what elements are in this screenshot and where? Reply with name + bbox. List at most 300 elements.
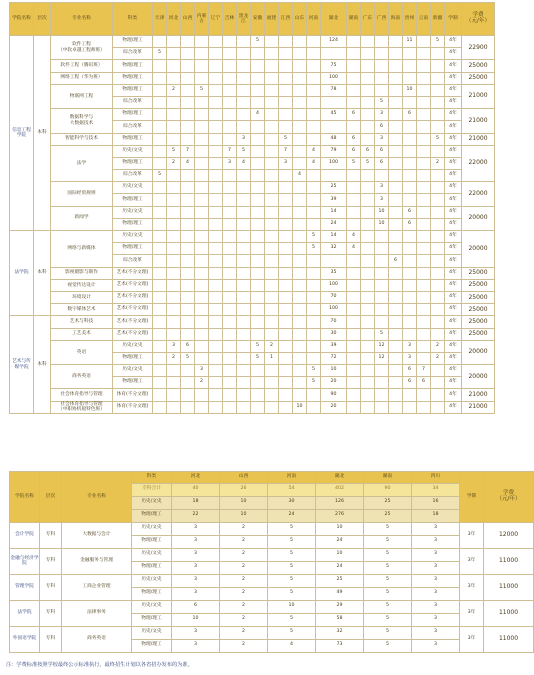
plan-count <box>431 389 445 401</box>
college-name: 会计学院 <box>10 522 40 548</box>
plan-count <box>251 389 265 401</box>
plan-count <box>181 267 195 279</box>
subject-category: 历史/文史 <box>132 600 172 613</box>
major-name: 社会体育指导与管理 （中职协机船特色班） <box>51 401 113 413</box>
plan-count <box>167 194 181 206</box>
plan-count <box>293 231 307 243</box>
major-name: 新闻学 <box>51 206 113 230</box>
plan-count: 2 <box>220 600 268 613</box>
plan-count <box>347 96 361 108</box>
plan-count <box>293 48 307 60</box>
plan-count: 4 <box>347 231 361 243</box>
plan-count <box>347 316 361 328</box>
plan-count: 5 <box>268 548 316 561</box>
plan-count <box>251 60 265 72</box>
plan-count: 6 <box>375 121 389 133</box>
plan-count <box>237 340 251 352</box>
plan-count <box>167 316 181 328</box>
subject-category: 历史/文史 <box>113 365 153 377</box>
tuition-fee: 25000 <box>462 304 495 316</box>
plan-count: 2 <box>220 613 268 626</box>
plan-count <box>153 389 167 401</box>
major-name: 数字媒体艺术 <box>51 304 113 316</box>
plan-count <box>195 291 209 303</box>
plan-count: 25 <box>364 509 412 522</box>
plan-count: 5 <box>364 626 412 639</box>
plan-count <box>347 194 361 206</box>
plan-count <box>265 145 279 157</box>
plan-count: 6 <box>403 109 417 121</box>
plan-count <box>237 304 251 316</box>
plan-count <box>265 72 279 84</box>
plan-count <box>265 194 279 206</box>
college-name: 管理学院 <box>10 574 40 600</box>
plan-count <box>431 96 445 108</box>
plan-count <box>293 255 307 267</box>
plan-count <box>167 48 181 60</box>
plan-count <box>375 231 389 243</box>
plan-count <box>361 377 375 389</box>
plan-count <box>209 231 223 243</box>
plan-count <box>153 352 167 364</box>
plan-count <box>265 291 279 303</box>
plan-count <box>181 218 195 230</box>
plan-count: 3 <box>412 548 460 561</box>
subject-category: 物理/理工 <box>113 352 153 364</box>
plan-count: 20 <box>321 401 347 413</box>
column-header: 辽宁 <box>209 3 223 36</box>
plan-count <box>347 182 361 194</box>
plan-count <box>293 145 307 157</box>
plan-count <box>389 352 403 364</box>
plan-count <box>361 182 375 194</box>
plan-count <box>307 255 321 267</box>
table-row <box>10 340 495 352</box>
plan-count <box>181 133 195 145</box>
column-header: 学费 （元/年） <box>484 472 534 523</box>
plan-count: 3 <box>412 574 460 587</box>
degree-level: 本科 <box>34 316 51 414</box>
plan-count <box>361 84 375 96</box>
plan-count <box>195 401 209 413</box>
plan-count: 14 <box>321 206 347 218</box>
table-row <box>10 304 495 316</box>
duration: 4年 <box>445 60 462 72</box>
plan-count <box>251 267 265 279</box>
plan-count <box>167 377 181 389</box>
plan-count <box>417 243 431 255</box>
subject-category: 物理/理工 <box>113 109 153 121</box>
plan-count <box>293 72 307 84</box>
plan-count <box>431 291 445 303</box>
plan-count <box>347 36 361 48</box>
plan-count <box>293 109 307 121</box>
subject-category: 物理/理工 <box>113 157 153 169</box>
plan-count <box>181 304 195 316</box>
plan-count <box>347 279 361 291</box>
plan-count <box>361 121 375 133</box>
plan-count <box>153 121 167 133</box>
subject-category: 历史/文史 <box>132 574 172 587</box>
subject-category: 物理/理工 <box>113 133 153 145</box>
plan-count <box>361 291 375 303</box>
duration: 4年 <box>445 48 462 60</box>
plan-count <box>361 255 375 267</box>
plan-count <box>237 218 251 230</box>
plan-count <box>361 401 375 413</box>
plan-count <box>209 96 223 108</box>
plan-count <box>293 133 307 145</box>
plan-count <box>181 279 195 291</box>
plan-count <box>403 304 417 316</box>
plan-count: 5 <box>431 133 445 145</box>
plan-count <box>237 352 251 364</box>
plan-count <box>431 170 445 182</box>
table-row <box>10 109 495 121</box>
plan-count <box>361 96 375 108</box>
plan-count <box>265 389 279 401</box>
column-header: 河南 <box>268 472 316 484</box>
plan-count: 45 <box>321 109 347 121</box>
tuition-fee: 21000 <box>462 84 495 108</box>
plan-count <box>181 291 195 303</box>
plan-count <box>417 267 431 279</box>
plan-count: 10 <box>220 509 268 522</box>
plan-count <box>389 389 403 401</box>
plan-count <box>237 291 251 303</box>
plan-count: 3 <box>172 522 220 535</box>
duration: 4年 <box>445 365 462 377</box>
plan-count <box>361 352 375 364</box>
tuition-fee: 25000 <box>462 60 495 72</box>
major-name: 艺术与科技 <box>51 316 113 328</box>
plan-count <box>181 316 195 328</box>
college-name: 法学院 <box>10 231 34 316</box>
duration: 4年 <box>445 133 462 145</box>
plan-count: 12 <box>375 352 389 364</box>
plan-count: 73 <box>316 639 364 652</box>
plan-count: 5 <box>307 243 321 255</box>
plan-count: 5 <box>347 157 361 169</box>
plan-count <box>347 255 361 267</box>
plan-count: 3 <box>195 365 209 377</box>
plan-count <box>293 340 307 352</box>
subject-category: 物理/理工 <box>113 218 153 230</box>
plan-count <box>389 328 403 340</box>
plan-count <box>209 48 223 60</box>
table-row <box>10 145 495 157</box>
plan-count <box>167 121 181 133</box>
plan-count <box>153 218 167 230</box>
column-header: 福建 <box>265 3 279 36</box>
plan-count <box>223 206 237 218</box>
plan-count <box>265 231 279 243</box>
plan-count <box>403 96 417 108</box>
tuition-fee: 20000 <box>462 340 495 364</box>
plan-count <box>431 267 445 279</box>
plan-count: 2 <box>431 340 445 352</box>
plan-count <box>237 243 251 255</box>
plan-count <box>417 194 431 206</box>
plan-count <box>279 316 293 328</box>
subject-category: 物理/理工 <box>132 509 172 522</box>
duration: 3年 <box>460 626 484 652</box>
plan-count: 11 <box>403 36 417 48</box>
tuition-fee: 12000 <box>484 522 534 548</box>
plan-count <box>375 84 389 96</box>
plan-count <box>223 365 237 377</box>
plan-count <box>375 170 389 182</box>
column-header: 吉林 <box>223 3 237 36</box>
plan-count <box>181 109 195 121</box>
plan-count <box>417 84 431 96</box>
plan-count <box>389 48 403 60</box>
plan-count <box>417 36 431 48</box>
plan-count <box>431 255 445 267</box>
plan-count <box>375 48 389 60</box>
plan-count: 5 <box>251 340 265 352</box>
plan-count <box>237 401 251 413</box>
plan-count <box>209 291 223 303</box>
total-count: 专科合计 <box>132 483 172 496</box>
plan-count <box>361 133 375 145</box>
plan-count <box>361 218 375 230</box>
plan-count: 5 <box>364 535 412 548</box>
plan-count <box>195 231 209 243</box>
plan-count: 6 <box>181 340 195 352</box>
major-name: 物联网工程 <box>51 84 113 108</box>
plan-count <box>403 255 417 267</box>
plan-count <box>389 206 403 218</box>
plan-count: 3 <box>223 157 237 169</box>
plan-count <box>195 109 209 121</box>
plan-count <box>153 255 167 267</box>
subject-category: 物理/理工 <box>113 243 153 255</box>
plan-count <box>209 218 223 230</box>
plan-count: 4 <box>251 109 265 121</box>
column-header: 安徽 <box>251 3 265 36</box>
plan-count: 2 <box>220 587 268 600</box>
plan-count <box>389 145 403 157</box>
plan-count: 5 <box>251 36 265 48</box>
plan-count <box>237 365 251 377</box>
plan-count <box>209 206 223 218</box>
degree-level: 专科 <box>40 574 62 600</box>
plan-count <box>209 316 223 328</box>
plan-count <box>307 84 321 96</box>
plan-count <box>237 36 251 48</box>
plan-count <box>375 243 389 255</box>
plan-count <box>167 255 181 267</box>
plan-count: 7 <box>181 145 195 157</box>
plan-count <box>251 218 265 230</box>
plan-count: 3 <box>412 561 460 574</box>
table-row <box>10 72 495 84</box>
plan-count: 2 <box>167 352 181 364</box>
major-name: 商务英语 <box>62 626 132 652</box>
plan-count: 24 <box>268 509 316 522</box>
plan-count <box>251 182 265 194</box>
plan-count: 6 <box>403 365 417 377</box>
plan-count <box>403 401 417 413</box>
plan-count <box>375 401 389 413</box>
plan-count <box>237 267 251 279</box>
plan-count: 5 <box>167 145 181 157</box>
plan-count <box>293 304 307 316</box>
plan-count <box>417 206 431 218</box>
plan-count <box>223 96 237 108</box>
plan-count <box>293 316 307 328</box>
plan-count: 5 <box>279 133 293 145</box>
plan-count <box>195 60 209 72</box>
plan-count <box>181 377 195 389</box>
plan-count <box>279 218 293 230</box>
plan-count <box>223 194 237 206</box>
plan-count <box>403 243 417 255</box>
plan-count <box>251 279 265 291</box>
plan-count: 5 <box>268 535 316 548</box>
plan-count <box>347 170 361 182</box>
subject-category: 物理/理工 <box>113 377 153 389</box>
duration: 4年 <box>445 194 462 206</box>
plan-count <box>347 84 361 96</box>
column-header: 层次 <box>34 3 51 36</box>
plan-count <box>431 194 445 206</box>
plan-count <box>209 365 223 377</box>
plan-count: 3 <box>279 157 293 169</box>
plan-count <box>195 218 209 230</box>
plan-count <box>251 133 265 145</box>
duration: 4年 <box>445 243 462 255</box>
plan-count <box>361 194 375 206</box>
plan-count <box>293 121 307 133</box>
plan-count: 100 <box>321 279 347 291</box>
plan-count <box>153 96 167 108</box>
plan-count <box>167 109 181 121</box>
total-count: 90 <box>364 483 412 496</box>
plan-count: 25 <box>321 182 347 194</box>
subject-category: 艺术(不分文理) <box>113 316 153 328</box>
column-header: 湖北 <box>316 472 364 484</box>
plan-count <box>293 206 307 218</box>
subject-category: 历史/文史 <box>132 626 172 639</box>
plan-count: 6 <box>375 145 389 157</box>
duration: 4年 <box>445 157 462 169</box>
plan-count <box>361 365 375 377</box>
plan-count <box>223 304 237 316</box>
plan-count: 25 <box>316 574 364 587</box>
plan-count <box>265 218 279 230</box>
plan-count: 5 <box>268 587 316 600</box>
plan-count <box>403 389 417 401</box>
plan-count <box>153 377 167 389</box>
plan-count <box>361 206 375 218</box>
plan-count: 7 <box>279 145 293 157</box>
plan-count: 5 <box>153 170 167 182</box>
plan-count <box>417 145 431 157</box>
plan-count <box>237 328 251 340</box>
plan-count: 5 <box>364 522 412 535</box>
plan-count <box>223 352 237 364</box>
major-name: 影视摄影与制作 <box>51 267 113 279</box>
plan-count <box>265 109 279 121</box>
column-header: 海南 <box>389 3 403 36</box>
plan-count <box>279 96 293 108</box>
plan-count <box>307 194 321 206</box>
plan-count <box>431 84 445 96</box>
plan-count <box>153 133 167 145</box>
plan-count <box>209 109 223 121</box>
plan-count <box>403 60 417 72</box>
plan-count <box>347 218 361 230</box>
plan-count <box>265 267 279 279</box>
duration: 4年 <box>445 84 462 96</box>
plan-count <box>403 170 417 182</box>
column-header: 专业名称 <box>62 472 132 523</box>
plan-count <box>361 279 375 291</box>
plan-count <box>195 316 209 328</box>
plan-count <box>361 316 375 328</box>
plan-count <box>237 255 251 267</box>
column-header: 学院名称 <box>10 3 34 36</box>
plan-count <box>223 340 237 352</box>
plan-count <box>265 401 279 413</box>
plan-count: 3 <box>167 340 181 352</box>
plan-count <box>237 231 251 243</box>
column-header: 学制 <box>445 3 462 36</box>
subject-category: 综合改革 <box>113 170 153 182</box>
plan-count: 90 <box>321 389 347 401</box>
plan-count <box>347 377 361 389</box>
plan-count <box>167 401 181 413</box>
plan-count <box>153 279 167 291</box>
column-header: 科类 <box>113 3 153 36</box>
plan-count <box>223 48 237 60</box>
plan-count: 6 <box>347 133 361 145</box>
plan-count <box>375 267 389 279</box>
plan-count: 5 <box>268 574 316 587</box>
subject-category: 体育(不分文理) <box>113 389 153 401</box>
tuition-fee: 21000 <box>462 401 495 413</box>
plan-count <box>417 340 431 352</box>
plan-count: 5 <box>195 84 209 96</box>
plan-count <box>417 48 431 60</box>
plan-count: 100 <box>321 157 347 169</box>
plan-count <box>293 194 307 206</box>
column-header: 广东 <box>361 3 375 36</box>
plan-count <box>251 328 265 340</box>
subject-category: 综合改革 <box>113 121 153 133</box>
plan-count <box>375 291 389 303</box>
plan-count <box>195 255 209 267</box>
plan-count <box>237 84 251 96</box>
plan-count <box>389 401 403 413</box>
plan-count: 5 <box>268 626 316 639</box>
plan-count <box>389 121 403 133</box>
plan-count <box>153 157 167 169</box>
plan-count <box>389 109 403 121</box>
subject-category: 综合改革 <box>113 96 153 108</box>
plan-count: 5 <box>364 613 412 626</box>
plan-count <box>265 377 279 389</box>
plan-count <box>293 96 307 108</box>
plan-count <box>431 401 445 413</box>
plan-count: 6 <box>403 377 417 389</box>
table-row <box>10 328 495 340</box>
duration: 4年 <box>445 218 462 230</box>
plan-count: 18 <box>172 496 220 509</box>
plan-count <box>389 170 403 182</box>
